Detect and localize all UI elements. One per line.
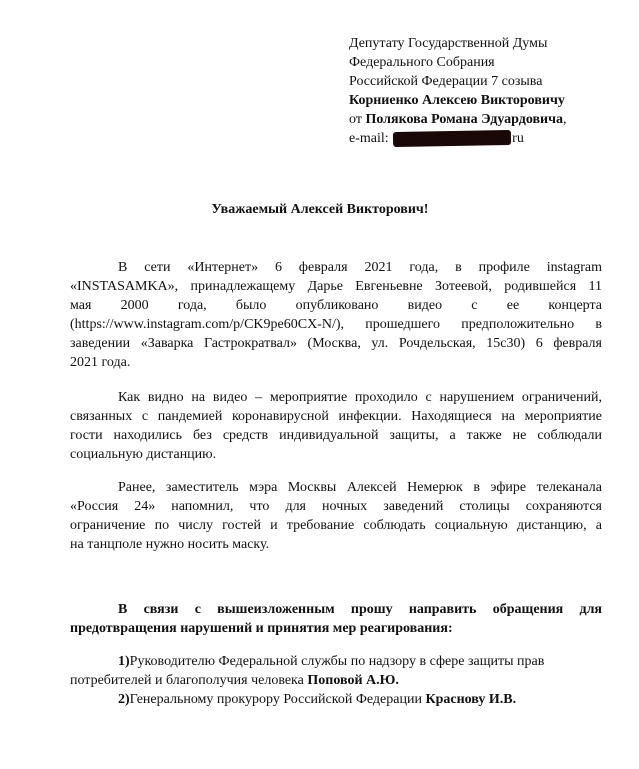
paragraph-1-line: заведении «Заварка Гастрократвал» (Москва, ул. Рочдельская, 15с30) 6 февраля bbox=[70, 336, 602, 351]
paragraph-1-line: (https://www.instagram.com/p/CK9pe60CX-N/), прошедшего предположительно в bbox=[70, 317, 602, 332]
recipient-line-2: Федерального Собрания bbox=[349, 55, 495, 70]
list-item-text: Генеральному прокурору Российской Федерации bbox=[129, 692, 426, 707]
paragraph-2-line: гости находились без средств индивидуальной защиты, а также не соблюдали bbox=[70, 428, 602, 443]
paragraph-1-line: В сети «Интернет» 6 февраля 2021 года, в профиле instagram bbox=[118, 260, 602, 275]
sender-line bbox=[349, 110, 634, 129]
list-item-text: потребителей и благополучия человека bbox=[70, 673, 308, 688]
list-item-1-line-1 bbox=[70, 652, 602, 671]
paragraph-1-line: «INSTASAMKA», принадлежащему Дарье Евгеньевне Зотеевой, родившейся 11 bbox=[70, 279, 602, 294]
list-item-addressee: Поповой А.Ю. bbox=[307, 673, 399, 688]
list-item-addressee: Краснову И.В. bbox=[425, 692, 517, 707]
paragraph-3-line: на танцполе нужно носить маску. bbox=[70, 537, 270, 552]
request-paragraph bbox=[70, 600, 602, 638]
paragraph-1 bbox=[70, 258, 602, 372]
request-line: предотвращения нарушений и принятия мер реагирования: bbox=[70, 621, 453, 636]
paragraph-1-line: 2021 года. bbox=[70, 355, 131, 370]
greeting: Уважаемый Алексей Викторович! bbox=[211, 202, 429, 217]
paragraph-2 bbox=[70, 388, 602, 464]
recipient-block bbox=[349, 34, 634, 148]
paragraph-2-line: связанных с пандемией коронавирусной инфекции. Находящиеся на мероприятие bbox=[70, 409, 602, 424]
list-item-1 bbox=[70, 652, 602, 690]
recipient-line-3: Российской Федерации 7 созыва bbox=[349, 74, 543, 89]
paragraph-2-line: социальную дистанцию. bbox=[70, 447, 217, 462]
paragraph-1-line: мая 2000 года, было опубликовано видео с ее концерта bbox=[70, 298, 602, 313]
recipient-name: Корниенко Алексею Викторовичу bbox=[349, 93, 565, 108]
sender-name: Полякова Романа Эдуардовича bbox=[365, 112, 564, 127]
list-item-number: 1) bbox=[118, 654, 130, 669]
paragraph-3-line: «Россия 24» напомнил, что для ночных заведений столицы сохраняются bbox=[70, 499, 602, 514]
list-item-2 bbox=[70, 690, 602, 709]
email-suffix: ru bbox=[512, 131, 524, 146]
list-item-2-line-1 bbox=[70, 690, 602, 709]
list-item-1-line-2 bbox=[70, 671, 602, 690]
list-item-text: Руководителю Федеральной службы по надзору в сфере защиты прав bbox=[129, 654, 545, 669]
paragraph-2-line: Как видно на видео – мероприятие проходило с нарушением ограничений, bbox=[118, 390, 602, 405]
recipient-line-1: Депутату Государственной Думы bbox=[349, 36, 548, 51]
sender-suffix: , bbox=[563, 112, 567, 127]
paragraph-3-line: Ранее, заместитель мэра Москвы Алексей Немерюк в эфире телеканала bbox=[118, 480, 602, 495]
request-line: В связи с вышеизложенным прошу направить обращения для bbox=[118, 602, 602, 617]
email-label: e-mail: bbox=[349, 131, 389, 146]
paragraph-3 bbox=[70, 478, 602, 554]
sender-prefix: от bbox=[349, 112, 366, 127]
email-line bbox=[349, 129, 634, 148]
paragraph-3-line: ограничение по числу гостей и требование соблюдать социальную дистанцию, а bbox=[70, 518, 602, 533]
list-item-number: 2) bbox=[118, 692, 130, 707]
email-redaction-mark bbox=[393, 130, 511, 147]
